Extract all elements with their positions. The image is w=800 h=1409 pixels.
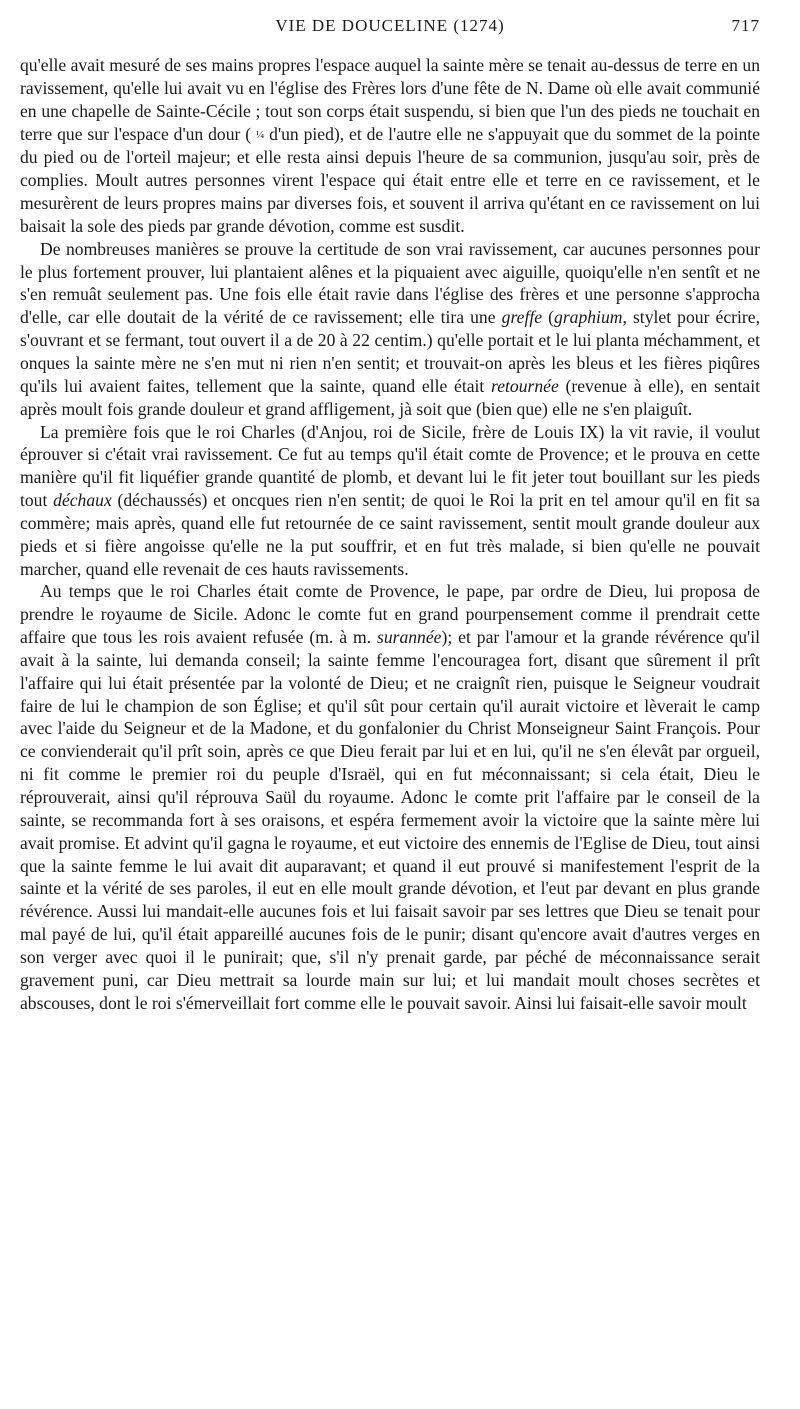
italic-term: surannée (376, 627, 442, 648)
running-head (20, 12, 760, 46)
paragraph (20, 421, 760, 581)
text-run: La première fois que le roi Charles (d'Anjou, roi de Sicile, frère de Louis IX) la vit ravie, il voulut éprouver si c'était vrai ravissement. Ce fut au temps qu'il était comte de Provence; et le prouva en cette manière qu'il fit liquéfier grande quantité de plomb, et devant lui le fit jeter tout bouillant sur les pieds tout (20, 421, 760, 511)
paragraph (20, 580, 760, 1014)
page-number: 717 (731, 16, 760, 35)
paragraph (20, 54, 760, 238)
fraction: ¼ (256, 128, 265, 141)
text-run: (déchaussés) et oncques rien n'en sentit; de quoi le Roi la prit en tel amour qu'il en fit sa commère; mais après, quand elle fut retournée de ce saint ravissement, sentit moult grande douleur aux pieds et si fière angoisse qu'elle ne la put souffrir, et en fut très malade, si bien qu'elle ne pouvait marcher, quand elle revenait de ces hauts ravissements. (20, 490, 760, 579)
running-title: VIE DE DOUCELINE (1274) (275, 16, 505, 35)
text-run: d'un pied), et de l'autre elle ne s'appuyait que du sommet de la pointe du pied ou de l'orteil majeur; et elle resta ainsi depuis l'heure de sa communion, jusqu'au soir, près de complies. Moult autres personnes virent l'espace qui était entre elle et terre en ce ravissement, et le mesurèrent de leurs propres mains par diverses fois, et souvent il arriva qu'étant en ce ravissement on lui baisait la sole des pieds par grande dévotion, comme est susdit. (20, 123, 760, 236)
paragraph (20, 238, 760, 421)
italic-term: graphium (554, 307, 623, 328)
italic-term: déchaux (53, 490, 112, 511)
text-run: qu'elle avait mesuré de ses mains propres l'espace auquel la sainte mère se tenait au-dessus de terre en un ravissement, qu'elle lui avait vu en l'église des Frères lors d'une fête de N. Dame où elle avait communié en une chapelle de Sainte-Cécile ; tout son corps était suspendu, si bien que l'un des pieds ne touchait en terre que sur l'espace d'un dour ( (20, 55, 760, 144)
text-run: , stylet pour écrire, s'ouvrant et se fermant, tout ouvert il a de 20 à 22 centim.) qu'elle portait et le lui planta méchamment, et onques la sainte mère ne s'en mut ni rien n'en sentit; et trouvait-on après les bleus et les fières piqûres qu'ils lui avaient faites, tellement que la sainte, quand elle était (20, 307, 760, 396)
italic-term: greffe (501, 307, 543, 328)
text-run: (revenue à elle), en sentait après moult fois grande douleur et grand affligement, jà soit que (bien que) elle ne s'en plaiguît. (20, 375, 760, 419)
text-run: Au temps que le roi Charles était comte de Provence, le pape, par ordre de Dieu, lui proposa de prendre le royaume de Sicile. Adonc le comte fut en grand pourpensement comme il prendrait cette affaire que tous les rois avaient refusée (m. à m. (20, 581, 760, 648)
italic-term: retournée (491, 375, 559, 396)
text-run: De nombreuses manières se prouve la certitude de son vrai ravissement, car aucunes personnes pour le plus fortement prouver, lui plantaient alênes et la piquaient avec aiguille, quoiqu'elle n'en sentît et ne s'en remuât seulement pas. Une fois elle était ravie dans l'église des frères et une personne s'approcha d'elle, car elle doutait de la vérité de ce ravissement; elle tira une (20, 238, 760, 328)
text-run: ( (542, 307, 555, 328)
body-text (20, 54, 760, 1014)
book-page (20, 12, 760, 1014)
text-run: ); et par l'amour et la grande révérence qu'il avait à la sainte, lui demanda conseil; la sainte femme l'encouragea fort, disant que sûrement il prît l'affaire qui lui était présentée par la volonté de Dieu; et ne craignît rien, puisque le Seigneur voudrait faire de lui le champion de son Église; et qu'il sût pour certain qu'il aurait victoire et lèverait le camp avec l'aide du Seigneur et de la Madone, et du gonfalonier du Christ Monseigneur Saint François. Pour ce convienderait qu'il prît soin, après ce que Dieu ferait par lui et en lui, qu'il ne s'en élevât par orgueil, ni fit comme le premier roi du peuple d'Israël, qui en fut méconnaissant; si cela était, Dieu le réprouverait, ainsi qu'il réprouva Saül du royaume. Adonc le comte prit l'affaire par le conseil de la sainte, se recommanda fort à ses oraisons, et espéra fermement avoir la victoire que la sainte mère lui avait promise. Et advint qu'il gagna le royaume, et eut victoire des ennemis de l'Eglise de Dieu, tout ainsi que la sainte femme le lui avait dit auparavant; et quand il eut prouvé si manifestement l'esprit de la sainte et la vérité de ses paroles, il eut en elle moult grande dévotion, et l'eut par devant en plus grande révérence. Aussi lui mandait-elle aucunes fois et lui faisait savoir par ses lettres que Dieu se tenait pour mal payé de lui, qu'il était appareillé aucunes fois de le punir; disant qu'encore avait d'autres verges en son verger avec quoi il le punirait; que, s'il n'y prenait garde, par péché de méconnaissance serait gravement puni, car Dieu mettrait sa lourde main sur lui; et lui mandait moult choses secrètes et abscouses, dont le roi s'émerveillait fort comme elle le pouvait savoir. Ainsi lui faisait-elle savoir moult (20, 627, 760, 1013)
